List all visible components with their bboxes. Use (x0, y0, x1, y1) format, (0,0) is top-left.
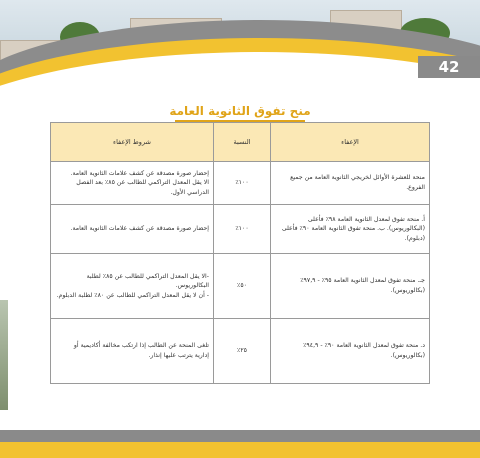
condition-text: - أن لا يقل المعدل التراكمي للطالب عن ٨٠٪ لطلبة الدبلوم. (56, 291, 209, 299)
header-ratio: النسبة (214, 123, 271, 162)
table-header-row (51, 123, 430, 162)
conditions-cell (51, 205, 214, 254)
conditions-cell (51, 162, 214, 205)
footer-gold-band (0, 442, 480, 458)
condition-text: الا يقل المعدل التراكمي للطالب عن ٨٥٪ بعد الفصل الدراسي الأول. (76, 179, 209, 196)
table-row (51, 205, 430, 254)
ratio-cell: ٥٠٪ (214, 254, 271, 319)
table-row (51, 162, 430, 205)
ratio-cell: ١٠٠٪ (214, 205, 271, 254)
side-photo-strip (0, 300, 8, 410)
condition-text: إدارية يترتب عليها إنذار. (148, 352, 209, 359)
page-title: منح تفوق الثانوية العامة (169, 104, 311, 118)
condition-text: تلغى المنحة عن الطالب إذا ارتكب مخالفة أكاديمية أو (73, 342, 209, 350)
grant-cell: منحة للعشرة الأوائل لخريجي الثانوية العامة من جميع الفروع. (271, 162, 430, 205)
grant-cell: جـ. منحة تفوق لمعدل الثانوية العامة ٩٥٪ - ٩٧,٩٪ (بكالوريوس). (271, 254, 430, 319)
condition-text: إحضار صورة مصدقة عن كشف علامات الثانوية العامة. (70, 169, 209, 177)
condition-text: -الا يقل المعدل التراكمي للطالب عن ٨٥٪ لطلبة البكالوريوس. (86, 272, 209, 290)
grant-cell: أ. منحة تفوق لمعدل الثانوية العامة ٩٨٪ فأعلى (البكالوريوس). ب. منحة تفوق الثانوية العامة ٩٠٪ فأعلى (دبلوم). (271, 205, 430, 254)
page-number: 42 (418, 56, 480, 78)
footer-gray-band (0, 430, 480, 442)
ratio-cell: ١٠٠٪ (214, 162, 271, 205)
header-conditions: شروط الإعفاء (51, 123, 214, 162)
scholarship-table (50, 122, 430, 384)
conditions-cell (51, 319, 214, 384)
header-grant: الإعفاء (271, 123, 430, 162)
conditions-cell (51, 254, 214, 319)
grant-cell: د. منحة تفوق لمعدل الثانوية العامة ٩٠٪ - ٩٤,٩٪ (بكالوريوس). (271, 319, 430, 384)
header-photo-band (0, 0, 480, 100)
condition-text: إحضار صورة مصدقة عن كشف علامات الثانوية العامة. (70, 225, 209, 233)
table-row (51, 319, 430, 384)
ratio-cell: ٢٥٪ (214, 319, 271, 384)
table-row (51, 254, 430, 319)
